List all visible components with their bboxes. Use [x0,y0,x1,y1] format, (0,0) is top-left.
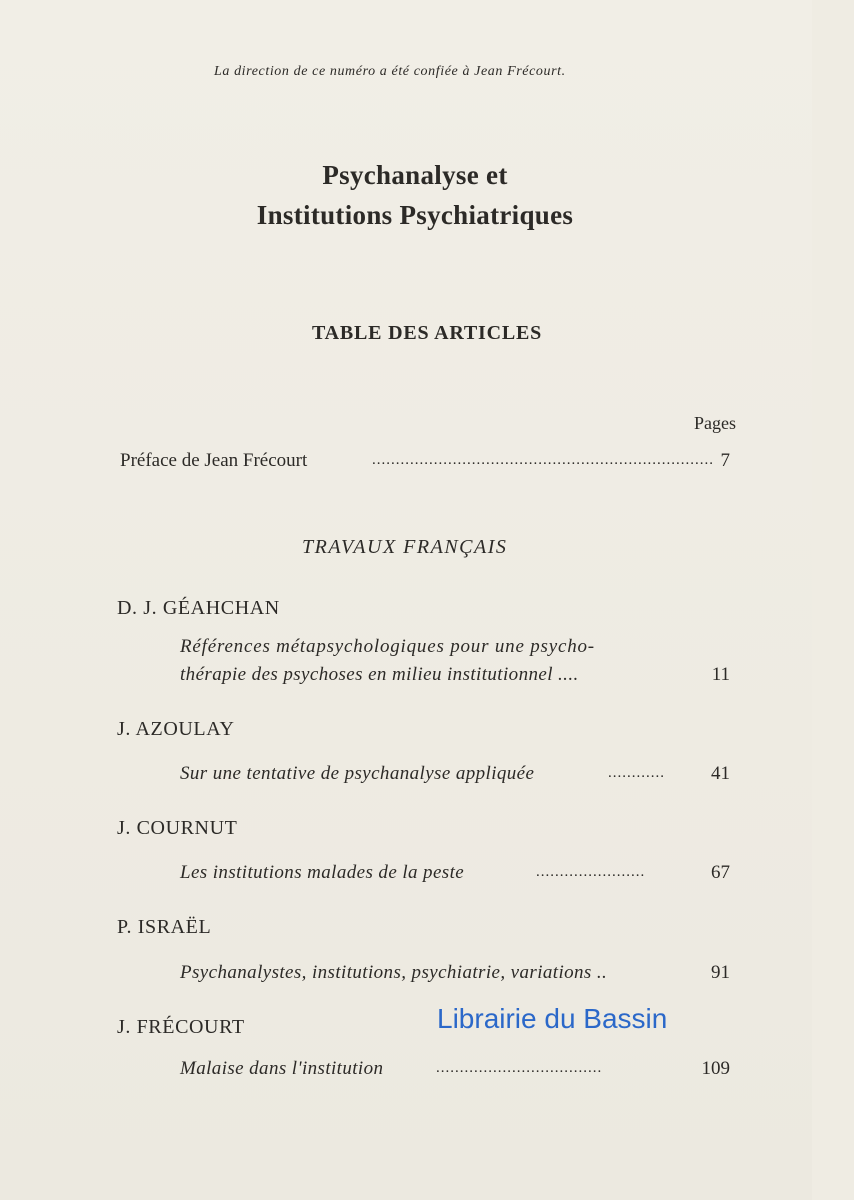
article-title-line: Les institutions malades de la peste [180,862,465,883]
article-page: 91 [711,962,730,983]
article-page: 11 [711,664,730,685]
preface-leader-dots: ........................................................................ [372,452,714,468]
article-row [0,862,812,892]
article-title-line: Références métapsychologiques pour une psycho- [180,636,595,657]
leader-dots: ....................... [536,864,646,880]
author-name: P. ISRAËL [117,916,212,938]
leader-dots: ............ [608,765,665,781]
article-row [0,763,812,793]
leader-dots: ................................... [436,1060,603,1076]
pages-column-header: Pages [694,413,736,433]
preface-page: 7 [720,450,730,471]
title-line-1: Psychanalyse et [322,160,508,190]
article-title-line: Sur une tentative de psychanalyse appliquée [180,763,535,784]
article-row [0,1058,812,1088]
watermark-text: Librairie du Bassin [437,1003,668,1034]
preface-label: Préface de Jean Frécourt [120,450,308,471]
author-name: J. AZOULAY [117,718,235,740]
article-page: 67 [711,862,730,883]
preface-row [0,450,812,480]
title-line-2: Institutions Psychiatriques [256,200,574,230]
author-name: J. COURNUT [117,817,238,839]
author-name: D. J. GÉAHCHAN [117,597,280,619]
article-title-line: thérapie des psychoses en milieu institutionnel .... [180,664,579,685]
editor-note: La direction de ce numéro a été confiée à Jean Frécourt. [214,64,566,79]
table-heading: TABLE DES ARTICLES [311,322,543,344]
section-title: TRAVAUX FRANÇAIS [302,536,508,558]
article-title-line: Malaise dans l'institution [180,1058,384,1079]
article-page: 109 [701,1058,730,1079]
article-row [0,664,812,694]
article-page: 41 [711,763,730,784]
author-name: J. FRÉCOURT [117,1016,245,1038]
article-title-line: Psychanalystes, institutions, psychiatrie, variations .. [180,962,608,983]
article-row [0,962,812,992]
